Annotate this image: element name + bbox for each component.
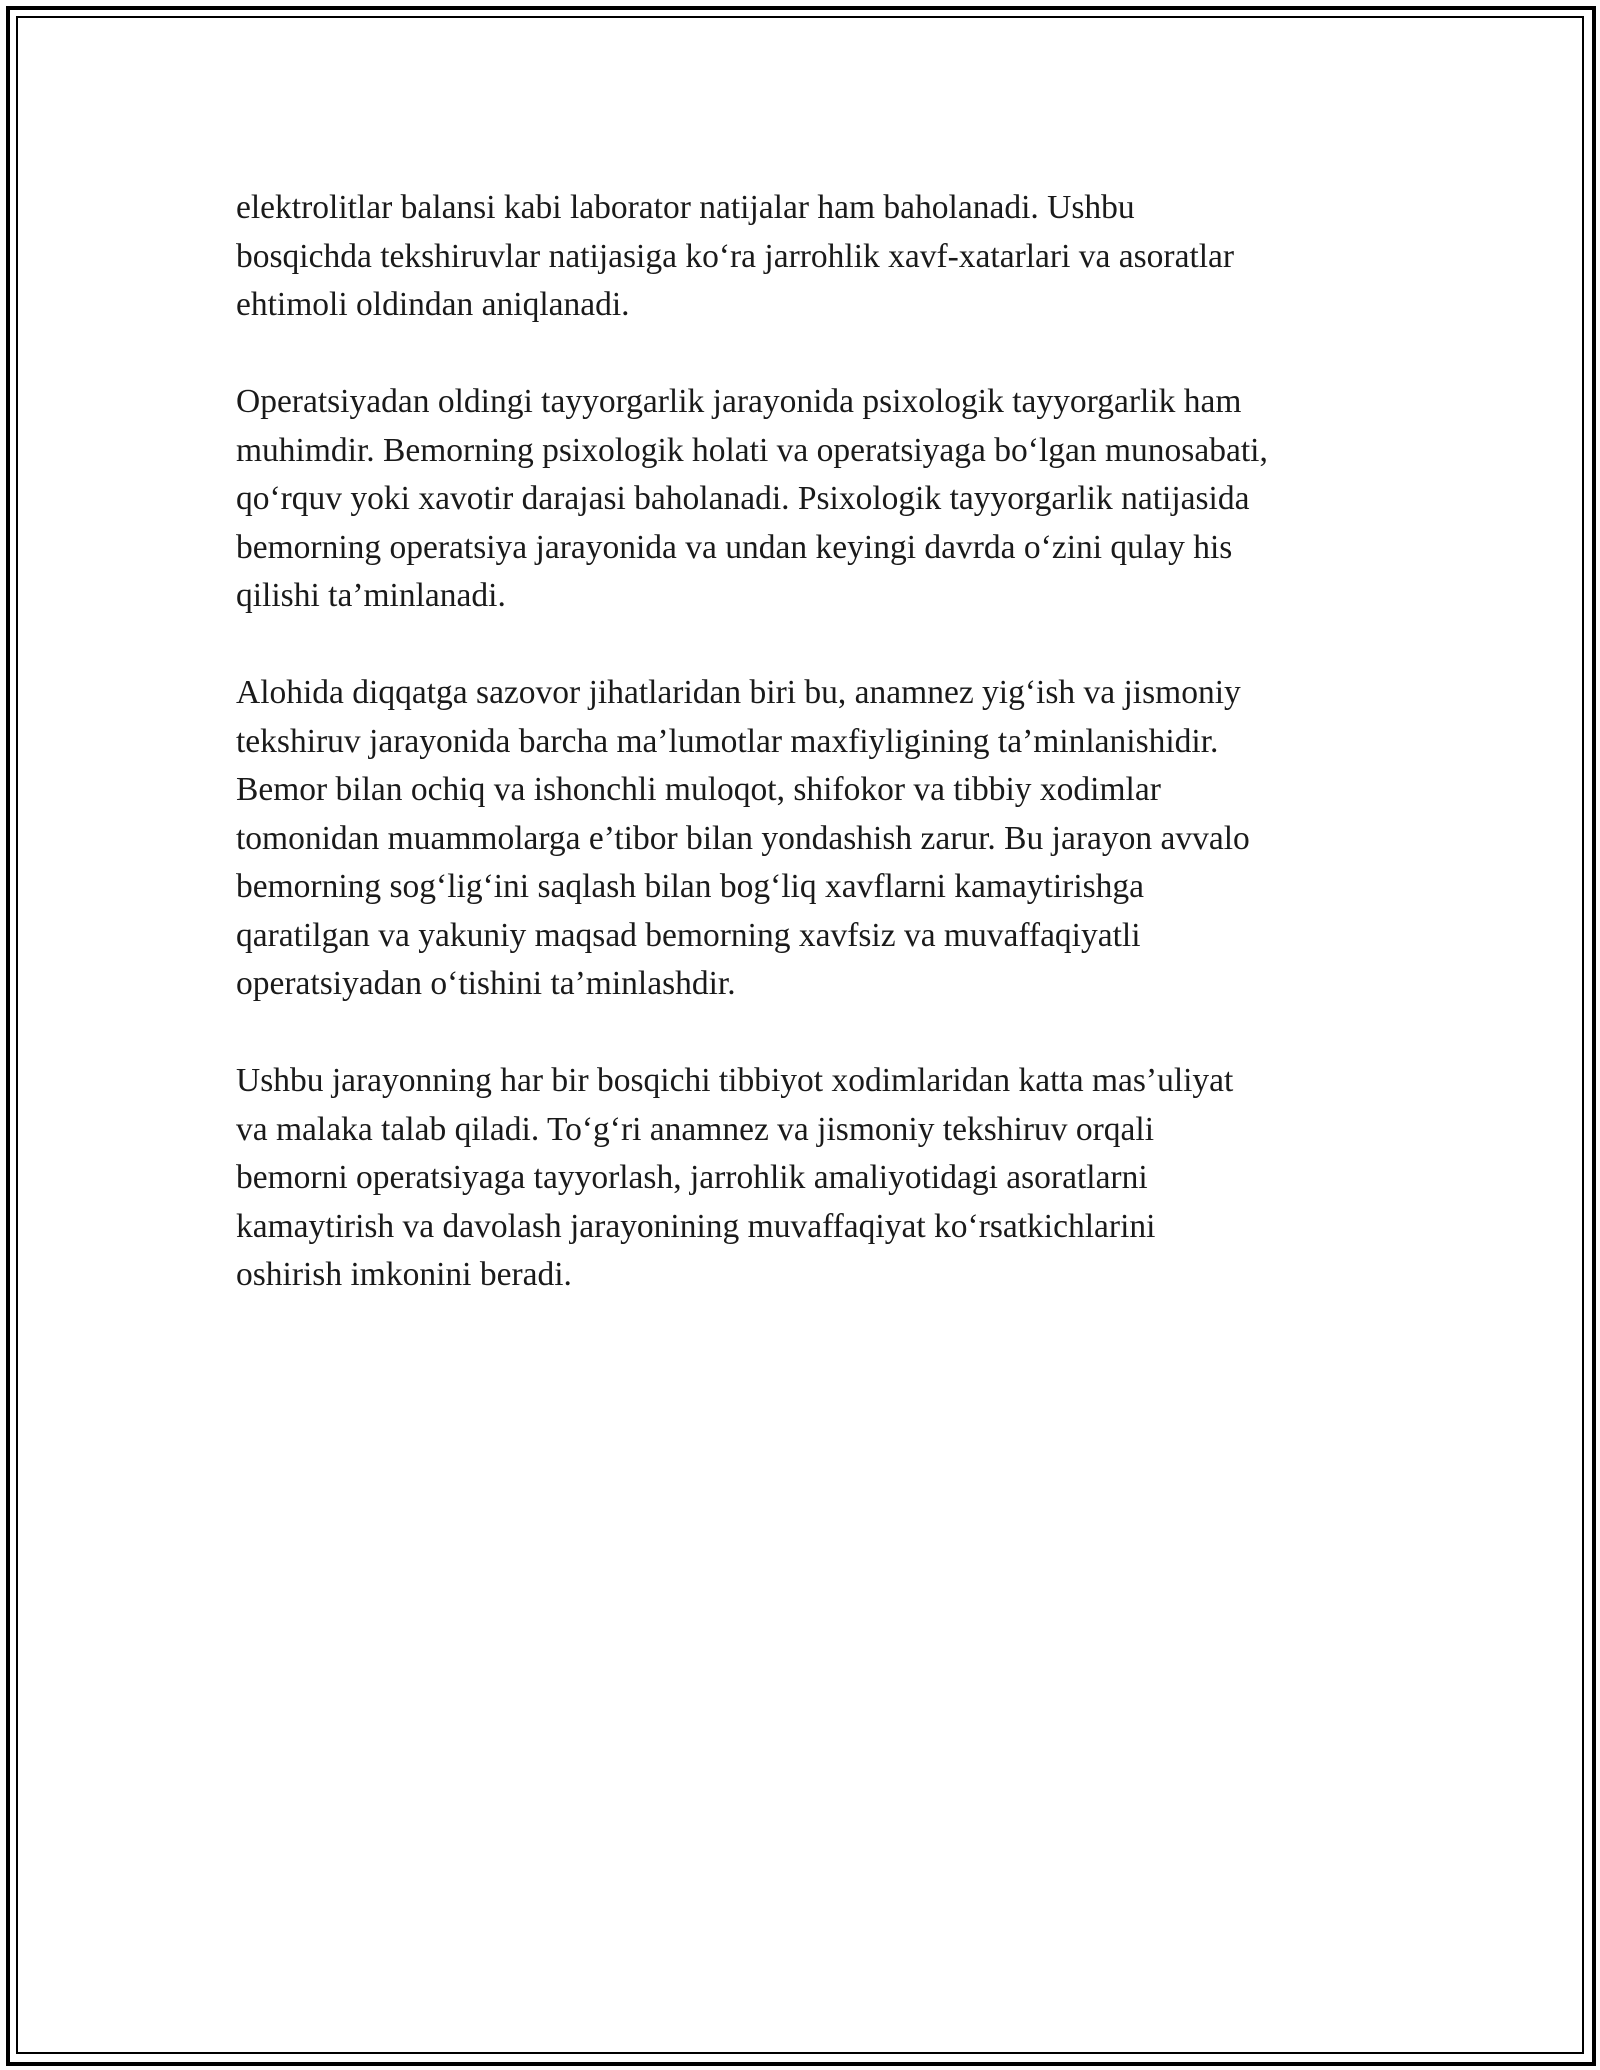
text-line: tekshiruv jarayonida barcha ma’lumotlar maxfiyligining ta’minlanishidir. [236, 722, 1219, 760]
text-line: Operatsiyadan oldingi tayyorgarlik jarayonida psixologik tayyorgarlik ham [236, 383, 1242, 420]
text-line: tomonidan muammolarga e’tibor bilan yondashish zarur. Bu jarayon avvalo [236, 819, 1250, 857]
text-line: operatsiyadan o‘tishini ta’minlashdir. [236, 965, 736, 1002]
paragraph-1 [236, 184, 1376, 330]
text-line: elektrolitlar balansi kabi laborator natijalar ham baholanadi. Ushbu [236, 189, 1135, 226]
text-line: qaratilgan va yakuniy maqsad bemorning xavfsiz va muvaffaqiyatli [236, 916, 1141, 954]
paragraph-2 [236, 378, 1376, 621]
text-line: bemorni operatsiyaga tayyorlash, jarrohlik amaliyotidagi asoratlarni [236, 1159, 1148, 1196]
text-line: ehtimoli oldindan aniqlanadi. [236, 286, 630, 323]
text-line: va malaka talab qiladi. To‘g‘ri anamnez va jismoniy tekshiruv orqali [236, 1110, 1155, 1148]
text-line: kamaytirish va davolash jarayonining muvaffaqiyat ko‘rsatkichlarini [236, 1207, 1156, 1245]
text-line: muhimdir. Bemorning psixologik holati va operatsiyaga bo‘lgan munosabati, [236, 431, 1268, 469]
text-line: Alohida diqqatga sazovor jihatlaridan biri bu, anamnez yig‘ish va jismoniy [236, 674, 1241, 711]
text-line: bemorning operatsiya jarayonida va undan keyingi davrda o‘zini qulay his [236, 528, 1233, 566]
document-body [236, 184, 1376, 1348]
text-line: oshirish imkonini beradi. [236, 1256, 572, 1293]
text-line: qo‘rquv yoki xavotir darajasi baholanadi. Psixologik tayyorgarlik natijasida [236, 480, 1250, 517]
text-line: bemorning sog‘lig‘ini saqlash bilan bog‘liq xavflarni kamaytirishga [236, 868, 1145, 905]
text-line: bosqichda tekshiruvlar natijasiga ko‘ra jarrohlik xavf-xatarlari va asoratlar [236, 237, 1235, 275]
text-line: qilishi ta’minlanadi. [236, 577, 506, 614]
paragraph-3 [236, 669, 1376, 1009]
paragraph-4 [236, 1057, 1376, 1300]
text-line: Bemor bilan ochiq va ishonchli muloqot, shifokor va tibbiy xodimlar [236, 771, 1161, 808]
text-line: Ushbu jarayonning har bir bosqichi tibbiyot xodimlaridan katta mas’uliyat [236, 1062, 1234, 1099]
